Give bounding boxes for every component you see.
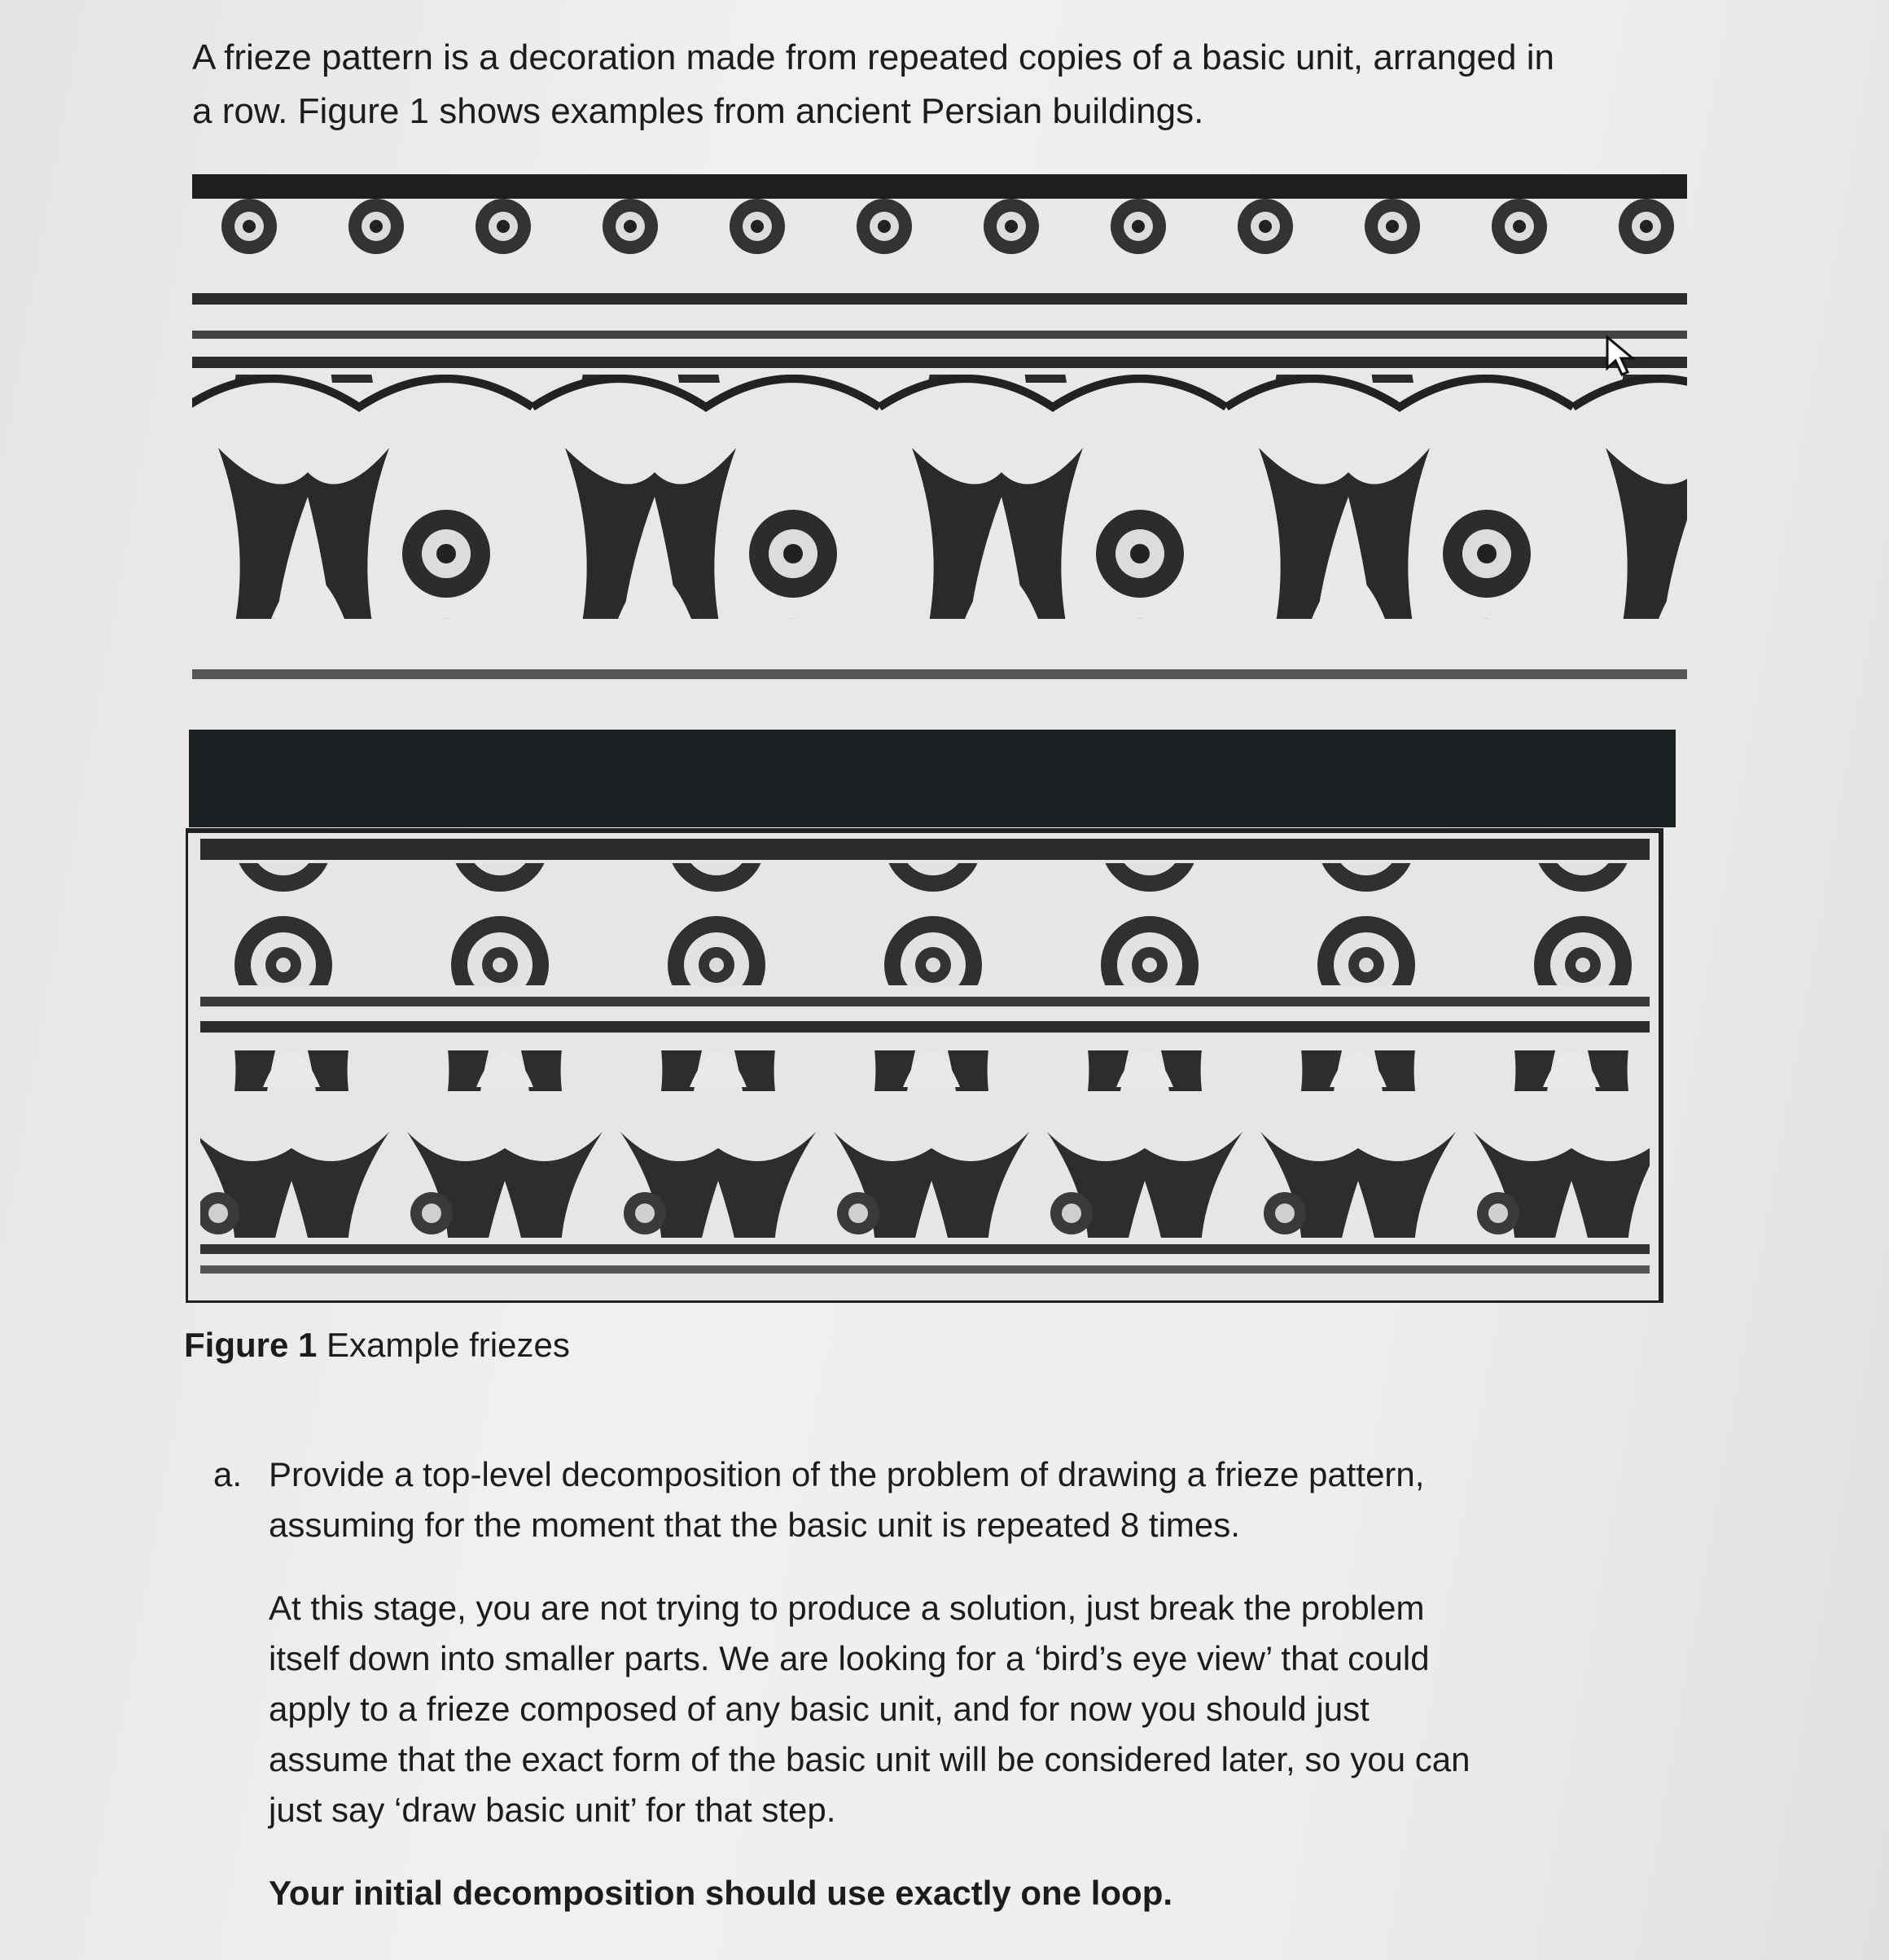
figure-1 — [186, 171, 1694, 1303]
question-requirement: Your initial decomposition should use exactly one loop. — [269, 1874, 1173, 1912]
intro-paragraph: A frieze pattern is a decoration made from repeated copies of a basic unit, arranged in a row. Figure 1 shows examples from ancient Persian buildings. — [192, 37, 1554, 131]
figure-caption-text: Example friezes — [327, 1326, 570, 1364]
frieze-illustration — [186, 171, 1694, 1303]
question-prompt: Provide a top-level decomposition of the problem of drawing a frieze pattern, assuming for the moment that the basic unit is repeated 8 times. — [269, 1455, 1425, 1544]
question-a — [213, 1449, 1484, 1951]
mouse-pointer-icon — [1604, 335, 1640, 382]
figure-caption — [184, 1326, 570, 1365]
question-guidance: At this stage, you are not trying to produce a solution, just break the problem itself down into smaller parts. We are looking for a ‘bird’s eye view’ that could apply to a frieze composed of any basic unit, and for now you should just assume that the exact form of the basic unit will be considered later, so you can just say ‘draw basic unit’ for that step. — [269, 1589, 1470, 1829]
question-marker: a. — [213, 1455, 243, 1493]
figure-caption-label: Figure 1 — [184, 1326, 318, 1364]
redaction-bar — [189, 730, 1676, 827]
